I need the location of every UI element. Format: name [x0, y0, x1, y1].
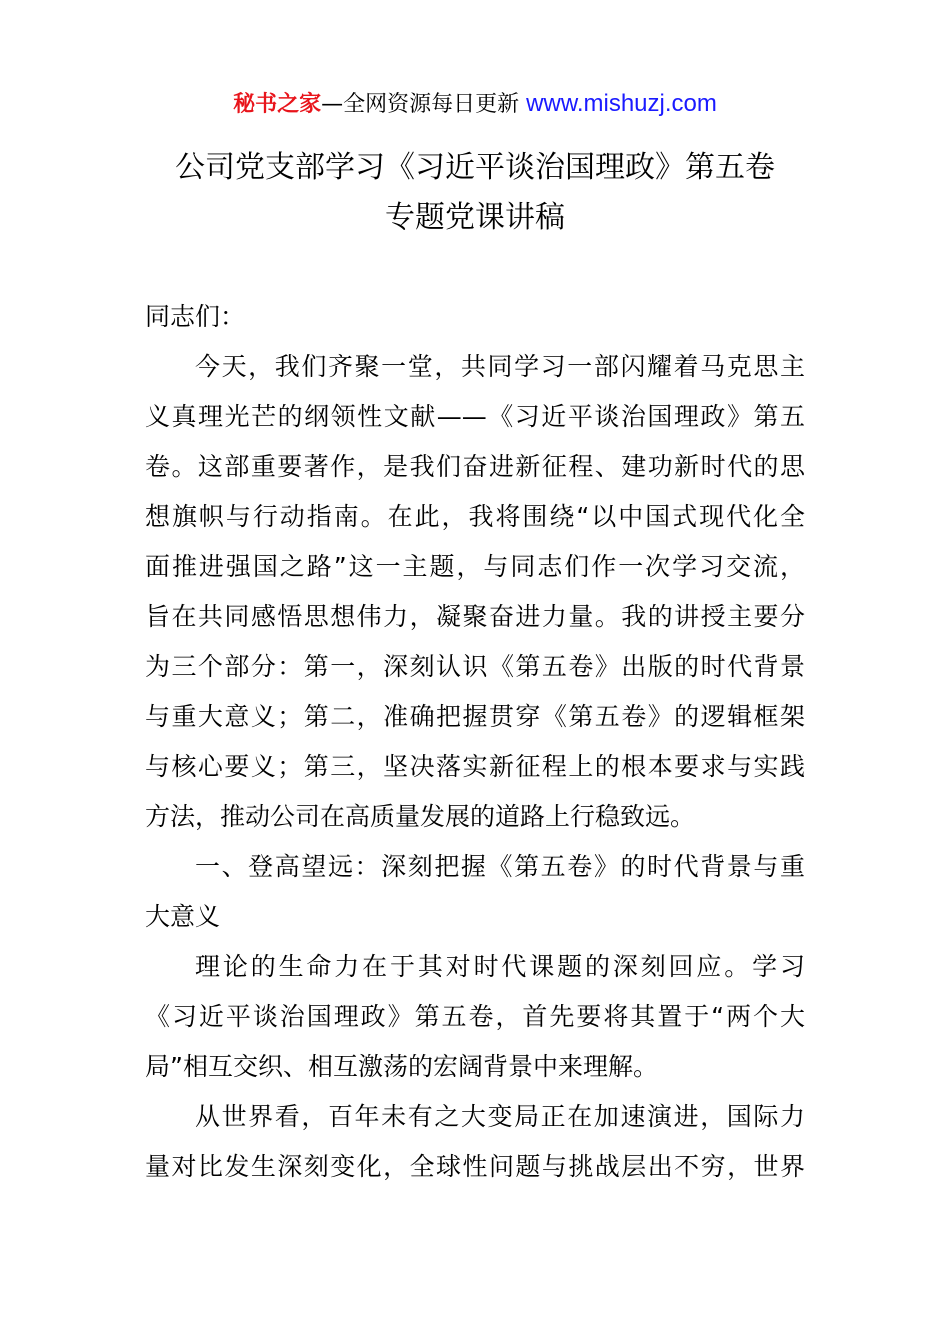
text-line: 理论的生命力在于其对时代课题的深刻回应。学习 — [195, 952, 805, 981]
section-heading-1 — [145, 842, 805, 942]
text-line: 义真理光芒的纲领性文献——《习近平谈治国理政》第五 — [145, 402, 805, 431]
text-line: 想旗帜与行动指南。在此，我将围绕“以中国式现代化全 — [145, 502, 805, 531]
brand-name: 秘书之家 — [233, 92, 322, 117]
text-line: 今天，我们齐聚一堂，共同学习一部闪耀着马克思主 — [195, 352, 805, 381]
text-line: 方法，推动公司在高质量发展的道路上行稳致远。 — [145, 802, 696, 831]
text-line: 局”相互交织、相互激荡的宏阔背景中来理解。 — [145, 1052, 658, 1081]
text-line: 面推进强国之路”这一主题，与同志们作一次学习交流， — [145, 552, 805, 581]
text-line: 《习近平谈治国理政》第五卷，首先要将其置于“两个大 — [145, 1002, 805, 1031]
text-line: 卷。这部重要著作，是我们奋进新征程、建功新时代的思 — [145, 452, 805, 481]
header-tagline: —全网资源每日更新 — [321, 92, 520, 117]
site-url-link[interactable]: www.mishuzj.com — [526, 90, 717, 117]
title-line-2: 专题党课讲稿 — [385, 200, 565, 235]
paragraph-2 — [145, 942, 805, 1092]
text-line: 旨在共同感悟思想伟力，凝聚奋进力量。我的讲授主要分 — [145, 602, 805, 631]
text-line: 从世界看，百年未有之大变局正在加速演进，国际力 — [195, 1102, 805, 1131]
paragraph-3 — [145, 1092, 805, 1192]
document-body — [145, 292, 805, 1192]
site-header — [0, 88, 950, 121]
text-line: 与重大意义；第二，准确把握贯穿《第五卷》的逻辑框架 — [145, 702, 805, 731]
document-title — [0, 143, 950, 243]
text-line: 量对比发生深刻变化，全球性问题与挑战层出不穷，世界 — [145, 1152, 805, 1181]
title-line-1: 公司党支部学习《习近平谈治国理政》第五卷 — [175, 150, 775, 185]
text-line: 为三个部分：第一，深刻认识《第五卷》出版的时代背景 — [145, 652, 805, 681]
text-line: 与核心要义；第三，坚决落实新征程上的根本要求与实践 — [145, 752, 805, 781]
salutation: 同志们： — [145, 302, 246, 331]
heading-line: 大意义 — [145, 902, 221, 931]
paragraph-intro — [145, 342, 805, 842]
heading-line: 一、登高望远：深刻把握《第五卷》的时代背景与重 — [195, 852, 805, 881]
